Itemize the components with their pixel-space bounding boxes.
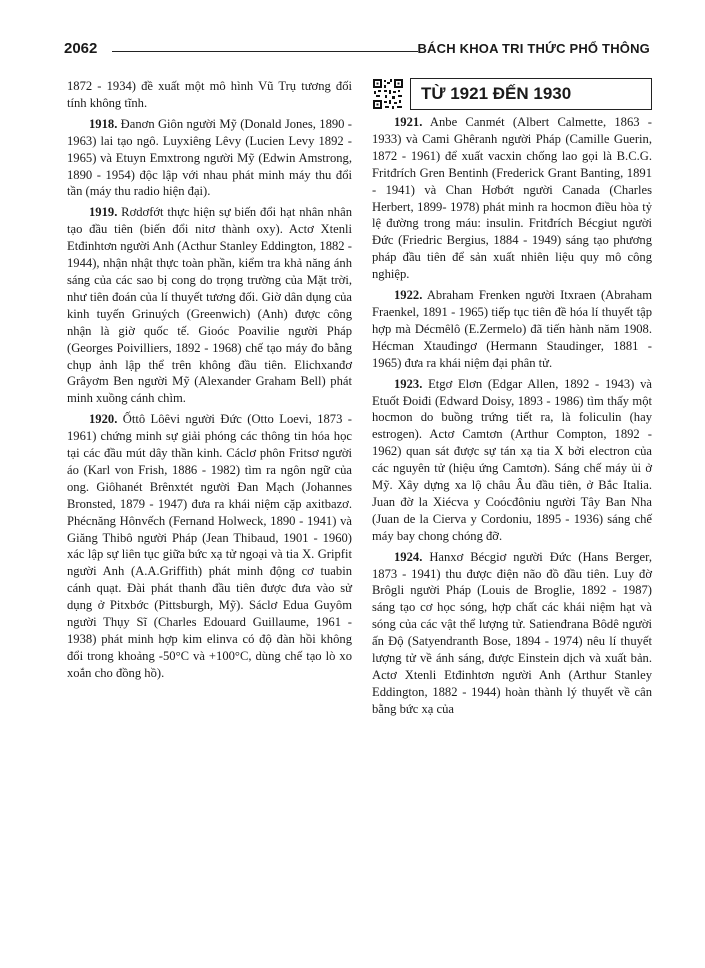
right-column [372, 78, 652, 722]
entry-year: 1919. [89, 205, 118, 220]
entry-1922 [372, 287, 652, 372]
section-heading [372, 78, 652, 110]
entry-1919 [67, 204, 352, 407]
entry-1923 [372, 376, 652, 545]
entry-text: Hanxơ Bécgiơ người Đức (Hans Berger, 1873 - 1941) thu được điện não đồ đầu tiên. Luy đờ Brôgli người Pháp (Louis de Broglie, 1892 - 1987) sáng tạo cơ học sóng, hợp chất các khái niệm hạt và sóng của các vật thể lượng tử. Satienđrana Bôdê người ấn Độ (Satyendranth Bose, 1894 - 1974) nêu lí thuyết lượng tử về ánh sáng, được Einstein dịch và xuất bản. Actơ Xtenli Etđinhtơn người Anh (Arthur Stanley Eddington, 1882 - 1944) hoàn thành lý thuyết về cân bằng bức xạ của [372, 549, 652, 716]
entry-text: Rơdơfớt thực hiện sự biến đổi hạt nhân nhân tạo đầu tiên (biến đổi nitơ thành oxy). Actơ Xtenli Etđinhtơn người Anh (Acthur Stanley Eddington, 1882 - 1944), nhận nhật thực toàn phần, kiểm tra khả năng ánh sáng của các sao bị cong do trọng trường của Mặt trời, như tiên đoán của lí thuyết tương đối. Giờ dân dụng của kinh tuyến Grinuých (Greenwich) (Anh) được công nhận là giờ quốc tế. Gioóc Poavilie người Pháp (Georges Poivilliers, 1892 - 1968) chế tạo máy đo bằng chụp ảnh lập thể trên không đầu tiên. Elichxanđơ Grâyơm Ben người Mỹ (Alexander Graham Bell) phát minh xuồng cánh chìm. [67, 205, 352, 406]
entry-1924 [372, 549, 652, 718]
header-rule [112, 51, 418, 52]
left-column [67, 78, 352, 686]
qr-code-icon [372, 78, 404, 110]
entry-text: Ốttô Lôêvi người Đức (Otto Loevi, 1873 - 1961) chứng minh sự giải phóng các thông tin hóa học tại các đầu mút dây thần kinh. Cáclơ phôn Fritsơ người áo (Karl von Frish, 1886 - 1982) tìm ra ngôn ngữ của ong. Giôhanét Brênxtét người Đan Mạch (Johannes Bronsted, 1879 - 1947) đưa ra khái niệm cặp axitbazơ. Phécnăng Hônvếch (Fernand Holweck, 1890 - 1941) và Giăng Thibô người Pháp (Jean Thibaud, 1901 - 1960) xác lập sự liên tục giữa bức xạ tử ngoại và tia X. Gripfit người Anh (A.A.Griffith) phát minh động cơ tuabin cánh quạt. Đài phát thanh đầu tiên được đưa vào sử dụng ở Pitxbớc (Pittsburgh, Mỹ). Sáclơ Edua Guyôm người Thụy Sĩ (Charles Edouard Guillaume, 1961 - 1938) phát minh hợp kim elinva có độ đàn hồi không đổi trong khoảng -50°C và +100°C, dùng chế tạo lò xo xoắn cho đồng hồ). [67, 412, 352, 680]
entry-1921 [372, 114, 652, 283]
entry-text: Etgơ Elơn (Edgar Allen, 1892 - 1943) và Etuốt Đoiđi (Edward Doisy, 1893 - 1986) tìm thấy một hocmon do buồng trứng tiết ra, là foliculin (hay estrogen). Actơ Camtơn (Arthur Compton, 1892 - 1962) quan sát được sự tán xạ tia X bởi electron của các nguyên tử (hiệu ứng Camtơn). Sáng chế máy ủi ở Mỹ. Xây dựng xa lộ châu Âu đầu tiên, ở Bắc Italia. Juan đờ la Xiécva y Coócđôniu người Tây Ban Nha (Juan de la Cierva y Cordoniu, 1895 - 1936) sáng chế máy bay chong chóng đỡ. [372, 376, 652, 543]
entry-1920 [67, 411, 352, 682]
entry-year: 1920. [89, 412, 118, 427]
continued-paragraph: 1872 - 1934) đề xuất một mô hình Vũ Trụ tương đối tính không tĩnh. [67, 79, 352, 110]
running-title: BÁCH KHOA TRI THỨC PHỔ THÔNG [417, 41, 650, 56]
entry-year: 1921. [394, 115, 423, 129]
section-title: TỪ 1921 ĐẾN 1930 [410, 78, 652, 110]
entry-year: 1923. [394, 376, 423, 391]
entry-text: Anbe Canmét (Albert Calmette, 1863 - 1933) và Cami Ghêranh người Pháp (Camille Guerin, 1872 - 1961) để xuất vacxin chống lao gọi là B.C.G. Fritđrích Gren Bentinh (Frederick Grant Banting, 1891 - 1941) và Chan Hơbớt người Canada (Charles Herbert, 1899- 1978) phát minh ra hocmon điều hòa tỷ lệ đường trong máu: insulin. Fritđrích Bécgiut người Đức (Friedric Bergius, 1884 - 1949) sáng tạo phương pháp đầu tiên để sản xuất nhiên liệu quy mô công nghiệp. [372, 115, 652, 282]
entry-year: 1918. [89, 116, 118, 131]
entry-text: Abraham Frenken người Itxraen (Abraham Fraenkel, 1891 - 1965) tiếp tục tiên đề hóa lí thuyết tập hợp mà Décmêlô (E.Zermelo) đã tiến hành năm 1908. Hécman Xtauđingơ (Hermann Staudinger, 1881 - 1965) đưa ra khái niệm đại phân tử. [372, 288, 652, 370]
entry-text: Đanơn Giôn người Mỹ (Donald Jones, 1890 - 1963) lai tạo ngô. Luyxiêng Lêvy (Lucien Levy 1892 - 1965) và Etuyn Emxtrong người Mỹ (Edwin Amstrong, 1890 - 1954) độc lập với nhau phát minh máy thu đổi tần (máy thu radio hiện đại). [67, 116, 352, 199]
entry-year: 1922. [394, 288, 423, 303]
entry-1918 [67, 116, 352, 201]
page-number: 2062 [64, 40, 98, 57]
running-header [64, 40, 650, 62]
entry-year: 1924. [394, 549, 423, 564]
